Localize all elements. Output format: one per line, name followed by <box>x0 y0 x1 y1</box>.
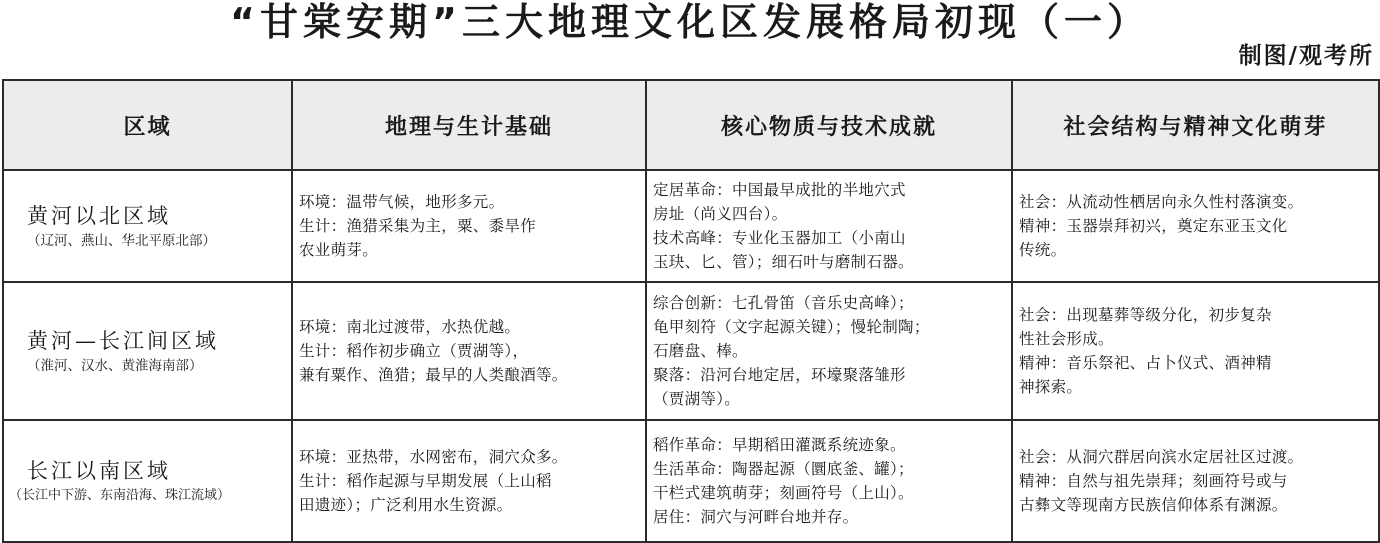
region-name: 黄河以北区域 <box>27 204 171 228</box>
geography-line: 生计：稻作初步确立（贾湖等）， <box>299 342 529 360</box>
geography-line: 田遗迹）；广泛利用水生资源。 <box>299 496 513 514</box>
technology-cell <box>646 282 1012 420</box>
society-line: 精神：音乐祭祀、占卜仪式、酒神精 <box>1019 354 1272 372</box>
technology-line: 聚落：沿河台地定居，环壕聚落雏形 <box>653 366 906 384</box>
technology-line: 稻作革命：早期稻田灌溉系统迹象。 <box>653 436 906 454</box>
region-cell <box>3 420 292 542</box>
header-geography: 地理与生计基础 <box>292 80 646 170</box>
technology-line: 定居革命：中国最早成批的半地穴式 <box>653 181 906 199</box>
geography-cell <box>292 420 646 542</box>
region-cell <box>3 170 292 282</box>
geography-line: 农业萌芽。 <box>299 241 379 259</box>
table-row <box>3 420 1379 542</box>
technology-line: 技术高峰：专业化玉器加工（小南山 <box>653 229 906 247</box>
technology-line: 房址（尚义四台）。 <box>653 205 788 223</box>
geography-cell <box>292 170 646 282</box>
geography-cell <box>292 282 646 420</box>
society-line: 社会：出现墓葬等级分化，初步复杂 <box>1019 306 1272 324</box>
technology-line: 居住：洞穴与河畔台地并存。 <box>653 508 859 526</box>
region-subtitle: （淮河、汉水、黄淮海南部） <box>27 358 203 374</box>
society-cell <box>1012 282 1379 420</box>
culture-region-table <box>2 79 1380 543</box>
technology-line: 龟甲刻符（文字起源关键）；慢轮制陶； <box>653 318 930 336</box>
geography-line: 生计：渔猎采集为主，粟、黍旱作 <box>299 217 537 235</box>
society-line: 性社会形成。 <box>1019 330 1114 348</box>
region-name: 黄河—长江间区域 <box>27 329 219 353</box>
table-header-row <box>3 80 1379 170</box>
geography-line: 环境：亚热带，水网密布，洞穴众多。 <box>299 448 568 466</box>
header-society: 社会结构与精神文化萌芽 <box>1012 80 1379 170</box>
technology-cell <box>646 170 1012 282</box>
table-row <box>3 282 1379 420</box>
table-row <box>3 170 1379 282</box>
society-line: 精神：自然与祖先崇拜；刻画符号或与 <box>1019 472 1288 490</box>
technology-line: 综合创新：七孔骨笛（音乐史高峰）； <box>653 294 914 312</box>
page-title: “甘棠安期”三大地理文化区发展格局初现（一） <box>230 0 1150 44</box>
region-subtitle: （长江中下游、东南沿海、珠江流域） <box>9 488 231 503</box>
technology-line: 石磨盘、棒。 <box>653 342 748 360</box>
technology-line: 玉玦、匕、管）；细石叶与磨制石器。 <box>653 253 914 271</box>
society-line: 社会：从流动性栖居向永久性村落演变。 <box>1019 193 1304 211</box>
region-name: 长江以南区域 <box>27 459 171 483</box>
society-line: 传统。 <box>1019 241 1067 259</box>
geography-line: 生计：稻作起源与早期发展（上山稻 <box>299 472 552 490</box>
society-line: 社会：从洞穴群居向滨水定居社区过渡。 <box>1019 448 1304 466</box>
geography-line: 环境：南北过渡带，水热优越。 <box>299 318 521 336</box>
header-region: 区域 <box>3 80 292 170</box>
technology-line: （贾湖等）。 <box>653 390 741 408</box>
society-line: 神探索。 <box>1019 378 1083 396</box>
society-cell <box>1012 420 1379 542</box>
society-line: 精神：玉器崇拜初兴，奠定东亚玉文化 <box>1019 217 1288 235</box>
technology-line: 干栏式建筑萌芽；刻画符号（上山）。 <box>653 484 914 502</box>
region-subtitle: （辽河、燕山、华北平原北部） <box>27 233 216 249</box>
society-cell <box>1012 170 1379 282</box>
geography-line: 环境：温带气候，地形多元。 <box>299 193 505 211</box>
region-cell <box>3 282 292 420</box>
technology-cell <box>646 420 1012 542</box>
technology-line: 生活革命：陶器起源（圜底釜、罐）； <box>653 460 914 478</box>
society-line: 古彝文等现南方民族信仰体系有渊源。 <box>1019 496 1288 514</box>
header-technology: 核心物质与技术成就 <box>646 80 1012 170</box>
credit-label: 制图/观考所 <box>1238 43 1374 69</box>
geography-line: 兼有粟作、渔猎；最早的人类酿酒等。 <box>299 366 568 384</box>
